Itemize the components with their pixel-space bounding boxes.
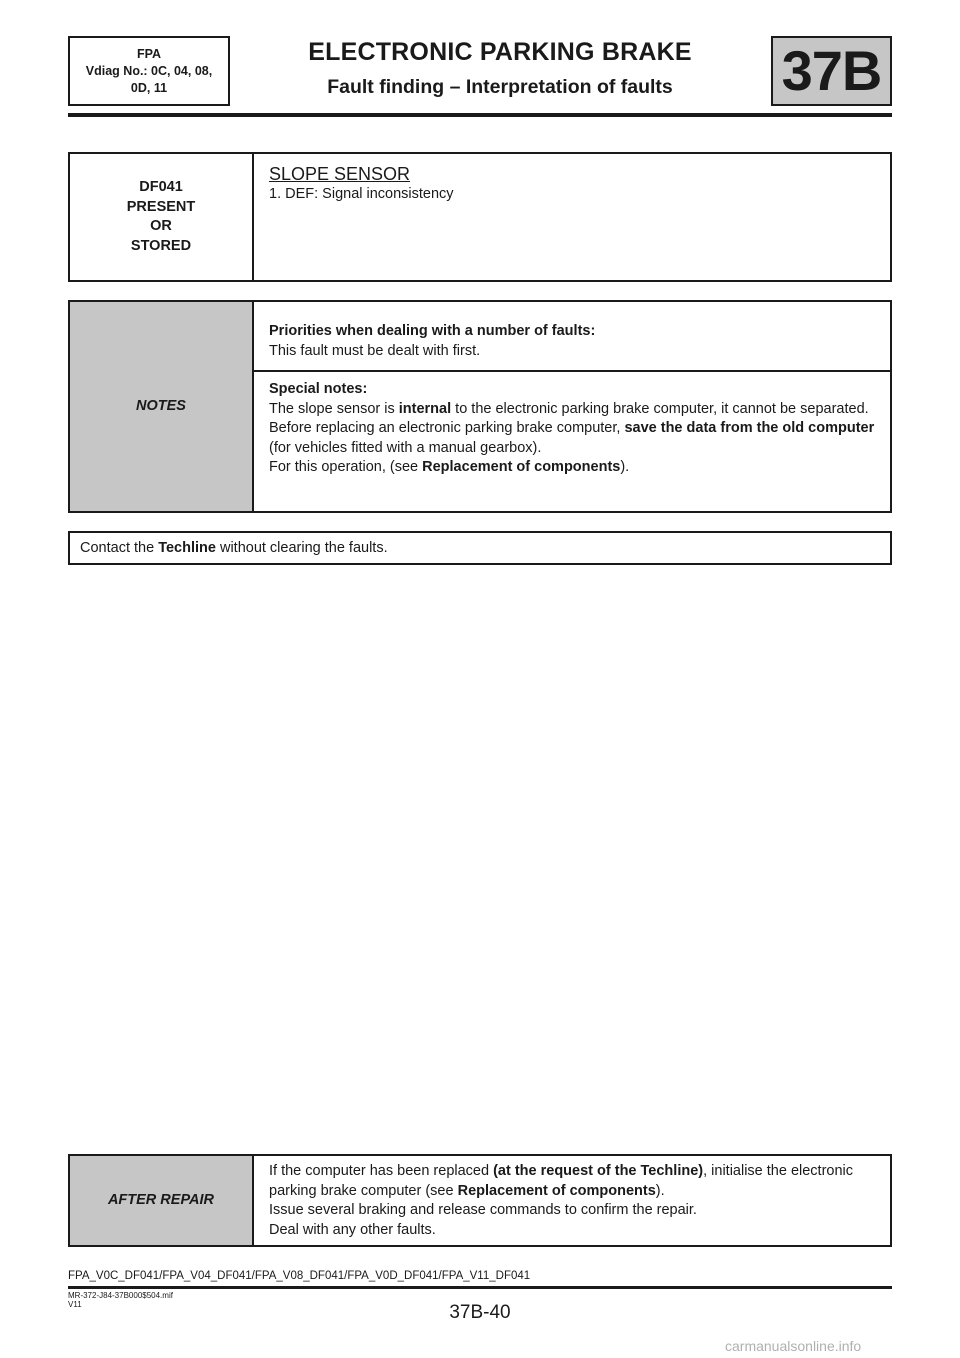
- fault-title: SLOPE SENSOR: [269, 164, 411, 184]
- after-repair-label: AFTER REPAIR: [70, 1156, 254, 1245]
- footer-mif: MR-372-J84-37B000$504.mif: [68, 1291, 173, 1300]
- text-run: Contact the: [80, 540, 159, 556]
- text-run: , initialise the electronic parking brake computer (see: [269, 1163, 854, 1199]
- after-repair-instructions: [254, 1162, 890, 1240]
- footer-divider: [68, 1286, 892, 1289]
- section-code-badge: 37B: [771, 36, 892, 106]
- page-subtitle: Fault finding – Interpretation of faults: [327, 76, 673, 98]
- fault-status: [70, 154, 254, 280]
- text-run: to the electronic parking brake computer, it cannot be separated.: [451, 400, 869, 417]
- text-run: ).: [655, 1182, 665, 1199]
- special-note-paragraph: [269, 458, 876, 478]
- notes-divider: [254, 370, 890, 372]
- priorities-section: [254, 322, 890, 361]
- after-repair-paragraph: Issue several braking and release commands to confirm the repair.: [269, 1202, 697, 1218]
- text-run: without clearing the faults.: [215, 540, 388, 556]
- text-run: If the computer has been replaced: [269, 1163, 494, 1179]
- page-number: 37B-40: [449, 1302, 511, 1323]
- special-note-paragraph: [269, 400, 876, 420]
- text-run-bold: (at the request of the Techline): [493, 1163, 704, 1179]
- watermark: carmanualsonline.info: [725, 1338, 862, 1354]
- footer-reference: FPA_V0C_DF041/FPA_V04_DF041/FPA_V08_DF041/FPA_V0D_DF041/FPA_V11_DF041: [68, 1270, 531, 1282]
- fault-status-line: OR: [150, 218, 172, 234]
- fault-status-line: STORED: [130, 237, 192, 254]
- footer-version: V11: [68, 1300, 82, 1309]
- fault-status-line: PRESENT: [126, 198, 196, 215]
- priorities-heading: Priorities when dealing with a number of faults:: [269, 323, 596, 339]
- notes-label: NOTES: [70, 302, 254, 511]
- special-notes-section: [254, 380, 890, 478]
- after-repair-box: [68, 1154, 892, 1247]
- link-replacement-of-components[interactable]: Replacement of components: [422, 459, 621, 475]
- link-replacement-of-components[interactable]: Replacement of components: [457, 1182, 656, 1199]
- fault-code: DF041: [139, 179, 183, 195]
- header-line: FPA: [136, 47, 162, 61]
- after-repair-paragraph: Deal with any other faults.: [269, 1221, 436, 1238]
- header-line: Vdiag No.: 0C, 04, 08,: [85, 64, 213, 78]
- text-run: ).: [620, 459, 630, 475]
- footer-file-info: [68, 1291, 173, 1309]
- notes-box: [68, 300, 892, 513]
- special-notes-heading: Special notes:: [269, 381, 368, 397]
- fault-definition: 1. DEF: Signal inconsistency: [269, 186, 454, 202]
- text-run: (for vehicles fitted with a manual gearbox).: [269, 439, 542, 456]
- page-title: ELECTRONIC PARKING BRAKE: [308, 38, 692, 66]
- after-repair-paragraph: [269, 1162, 876, 1201]
- priorities-text: This fault must be dealt with first.: [269, 342, 481, 359]
- text-run: For this operation, (see: [269, 459, 423, 475]
- text-run-bold: Techline: [158, 540, 216, 556]
- text-run: The slope sensor is: [269, 400, 399, 417]
- text-run-bold: internal: [398, 400, 452, 417]
- fault-description: [254, 154, 890, 205]
- fault-box: [68, 152, 892, 282]
- header-divider: [68, 113, 892, 117]
- special-note-paragraph: [269, 419, 876, 458]
- header-line: 0D, 11: [130, 81, 168, 95]
- text-run: Before replacing an electronic parking brake computer,: [269, 420, 625, 436]
- contact-box: [68, 531, 892, 565]
- header-vehicle-info: [68, 36, 230, 106]
- text-run-bold: save the data from the old computer: [624, 420, 875, 436]
